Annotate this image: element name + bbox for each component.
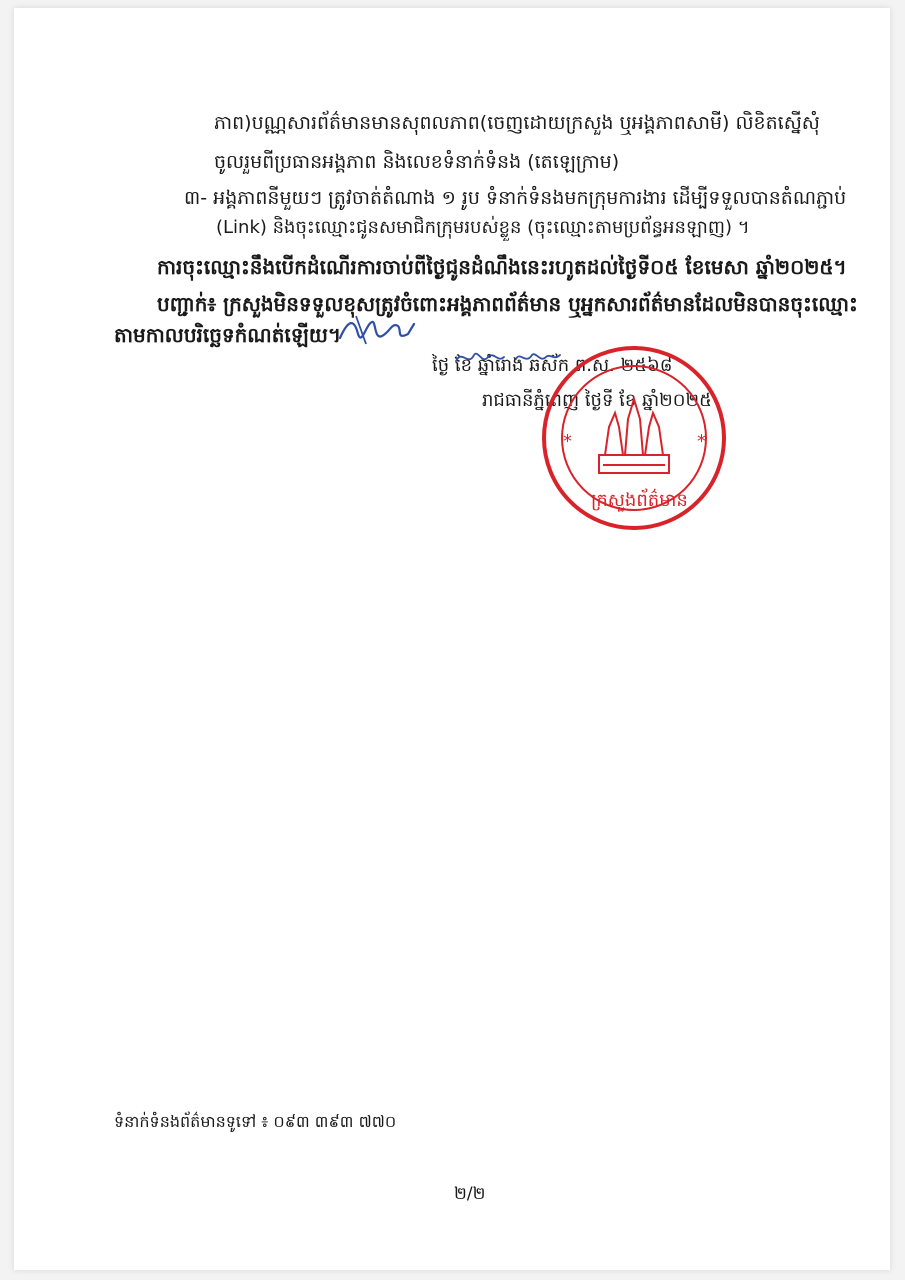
solar-date-line: រាជធានីភ្នំពេញ ថ្ងៃទី ខែ ឆ្នាំ២០២៥ <box>482 390 712 411</box>
document-page <box>14 8 890 1270</box>
svg-text:*: * <box>563 431 572 452</box>
disclaimer-line-2: តាមកាលបរិច្ឆេទកំណត់ឡើយ។ <box>114 323 342 347</box>
body-line-1: ភាព)បណ្ណសារព័ត៌មានមានសុពលភាព(ចេញដោយក្រសួង ឬអង្គភាពសាមី) លិខិតស្នើសុំ <box>214 112 820 134</box>
body-line-4: (Link) និងចុះឈ្មោះជូនសមាជិកក្រុមរបស់ខ្លួន (ចុះឈ្មោះតាមប្រព័ន្ធអនឡាញ) ។ <box>216 217 750 238</box>
contact-line: ទំនាក់ទំនងព័ត៌មានទូទៅ ៖ ០៩៣ ៣៩៣ ៧៧០ <box>114 1112 397 1131</box>
ministry-seal <box>539 343 729 533</box>
body-line-3: ៣- អង្គភាពនីមួយៗ ត្រូវចាត់តំណាង ១ រូប ទំនាក់ទំនងមកក្រុមការងារ ដើម្បីទទួលបានតំណភ្ជាប់ <box>184 187 847 209</box>
initials-signature <box>336 310 416 350</box>
page-number: ២/២ <box>454 1184 486 1204</box>
body-line-2: ចូលរួមពីប្រធានអង្គភាព និងលេខទំនាក់ទំនង (តេឡេក្រាម) <box>214 151 620 173</box>
registration-notice: ការចុះឈ្មោះនឹងបើកដំណើរការចាប់ពីថ្ងៃជូនដំណឹងនេះរហូតដល់ថ្ងៃទី០៥ ខែមេសា ឆ្នាំ២០២៥។ <box>157 255 847 279</box>
seal-text: ក្រសួងព័ត៌មាន <box>591 490 688 511</box>
svg-text:*: * <box>697 431 706 452</box>
lunar-date-line: ថ្ងៃ ខែ ឆ្នាំរោង ឆស័ក ព.ស. ២៥៦៨ <box>432 355 673 376</box>
disclaimer-line-1: បញ្ជាក់៖ ក្រសួងមិនទទួលខុសត្រូវចំពោះអង្គភាពព័ត៌មាន ឬអ្នកសារព័ត៌មានដែលមិនបានចុះឈ្មោះ <box>157 292 858 316</box>
